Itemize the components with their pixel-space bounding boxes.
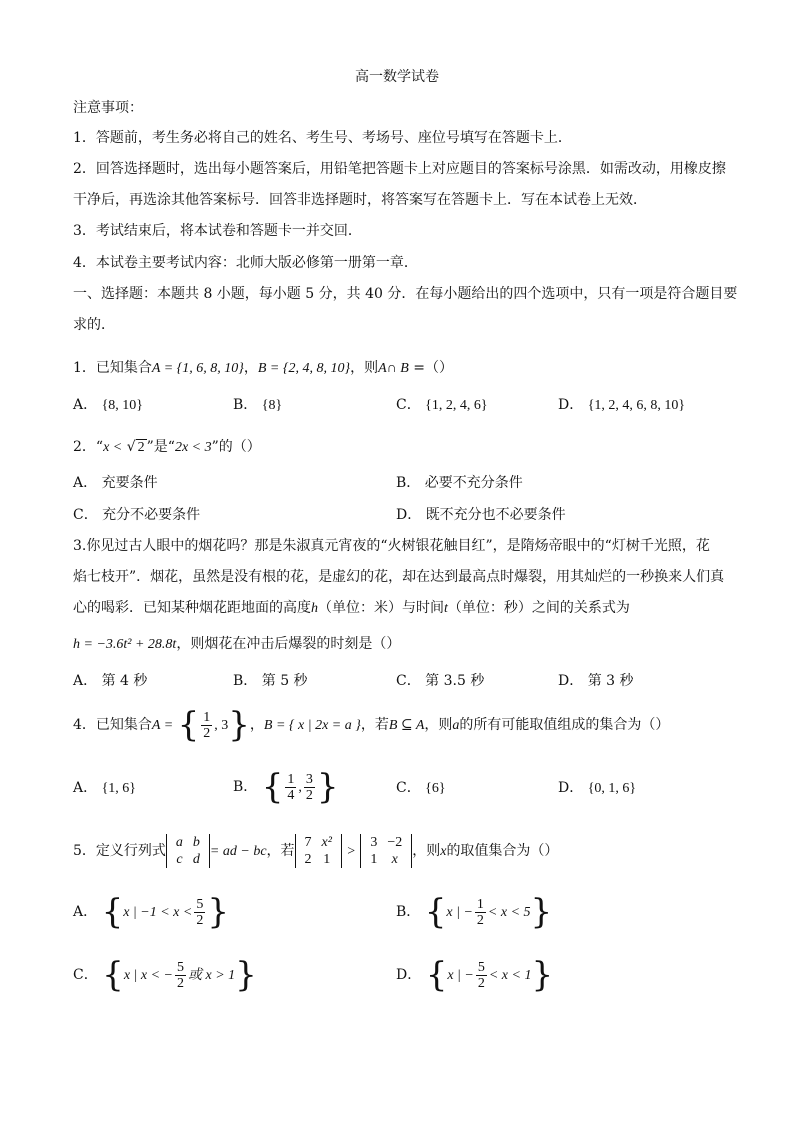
q1-option-b: B． {8} (233, 397, 283, 413)
q5-option-b: B． {x | − $\frac{1}{2}$ < x < 5} (396, 892, 553, 932)
question-3-line-2: 焰七枝开”．烟花，虽然是没有根的花，是虚幻的花，却在达到最高点时爆裂，用其灿烂的一秒换来人们真 (73, 569, 725, 585)
q2-option-c: C． 充分不必要条件 (73, 507, 201, 523)
q1-suffix: ，则 (350, 360, 379, 376)
q1-set-a: A = {1, 6, 8, 10} (151, 361, 244, 376)
q1-tail: =（） (408, 360, 453, 376)
section-heading: 一、选择题：本题共 8 小题，每小题 5 分，共 40 分．在每小题给出的四个选项中，只有一项是符合题目要 (73, 286, 738, 302)
q3-option-c: C． 第 3.5 秒 (396, 673, 485, 689)
question-2: 2．“x < √ 2 ”是“2x < 3”的（） (73, 439, 261, 455)
question-3-line-4: h = −3.6t² + 28.8t，则烟花在冲击后爆裂的时刻是（） (73, 636, 401, 652)
q5-option-c: C． {x | x < − $\frac{5}{2}$ 或 x > 1} (73, 955, 257, 995)
notice-item-4: 4．本试卷主要考试内容：北师大版必修第一册第一章． (73, 255, 418, 271)
q5-option-a: A． {x | −1 < x < $\frac{5}{2}$ } (73, 892, 229, 932)
q2-option-a: A． 充要条件 (73, 475, 158, 491)
q3-formula: h = −3.6t² + 28.8t (73, 637, 177, 652)
question-5: 5．定义行列式 a b c d = ad − bc，若 7 x² 2 1 > 3 −2 1 x ，则x的取值集合为（） (73, 835, 559, 867)
notice-item-3: 3．考试结束后，将本试卷和答题卡一并交回． (73, 223, 362, 239)
question-3-line-1: 3.你见过古人眼中的烟花吗？那是朱淑真元宵夜的“火树银花触目红”，是隋炀帝眼中的“灯树千光照，花 (73, 538, 710, 554)
notice-item-1: 1．答题前，考生务必将自己的姓名、考生号、考场号、座位号填写在答题卡上． (73, 130, 572, 146)
q1-option-c: C． {1, 2, 4, 6} (396, 397, 488, 413)
question-1 (73, 358, 453, 379)
q1-expr: A∩ B (378, 361, 409, 376)
q5-det-right: 3 −2 1 x (360, 834, 412, 868)
notice-item-2: 2．回答选择题时，选出每小题答案后，用铅笔把答题卡上对应题目的答案标号涂黑．如需改动，用橡皮擦 (73, 161, 726, 177)
q1-option-a: A． {8, 10} (73, 397, 144, 413)
q2-option-d: D． 既不充分也不必要条件 (396, 507, 566, 523)
q4-option-c: C． {6} (396, 780, 446, 796)
question-4: 4．已知集合A = { $\frac{1}{2}$ , 3}，B = { x | 2x = a }，若B ⊆ A，则a的所有可能取值组成的集合为（） (73, 705, 670, 745)
q3-option-b: B． 第 5 秒 (233, 673, 308, 689)
section-heading-cont: 求的． (73, 317, 115, 333)
q4-option-a: A． {1, 6} (73, 780, 137, 796)
q4-option-d: D． {0, 1, 6} (558, 780, 637, 796)
notice-item-2-cont: 干净后，再选涂其他答案标号．回答非选择题时，将答案写在答题卡上．写在本试卷上无效． (73, 192, 647, 208)
q5-det-left: 7 x² 2 1 (295, 834, 342, 868)
q3-option-a: A． 第 4 秒 (73, 673, 148, 689)
q1-option-d: D． {1, 2, 4, 6, 8, 10} (558, 397, 686, 413)
page-title: 高一数学试卷 (355, 69, 439, 85)
q5-det-ab: a b c d (166, 834, 210, 868)
q3-option-d: D． 第 3 秒 (558, 673, 634, 689)
notice-heading: 注意事项： (73, 100, 143, 116)
q1-sep: ， (243, 360, 258, 376)
q1-set-b: B = {2, 4, 8, 10} (257, 361, 351, 376)
q4-option-b: B． { $\frac{1}{4}$ , $\frac{3}{2}$ } (233, 767, 339, 807)
q2-option-b: B． 必要不充分条件 (396, 475, 523, 491)
question-3-line-3: 心的喝彩．已知某种烟花距地面的高度h（单位：米）与时间t（单位：秒）之间的关系式为 (73, 600, 630, 616)
q5-option-d: D． {x | − $\frac{5}{2}$ < x < 1} (396, 955, 554, 995)
q1-prefix: 1．已知集合 (73, 360, 152, 376)
